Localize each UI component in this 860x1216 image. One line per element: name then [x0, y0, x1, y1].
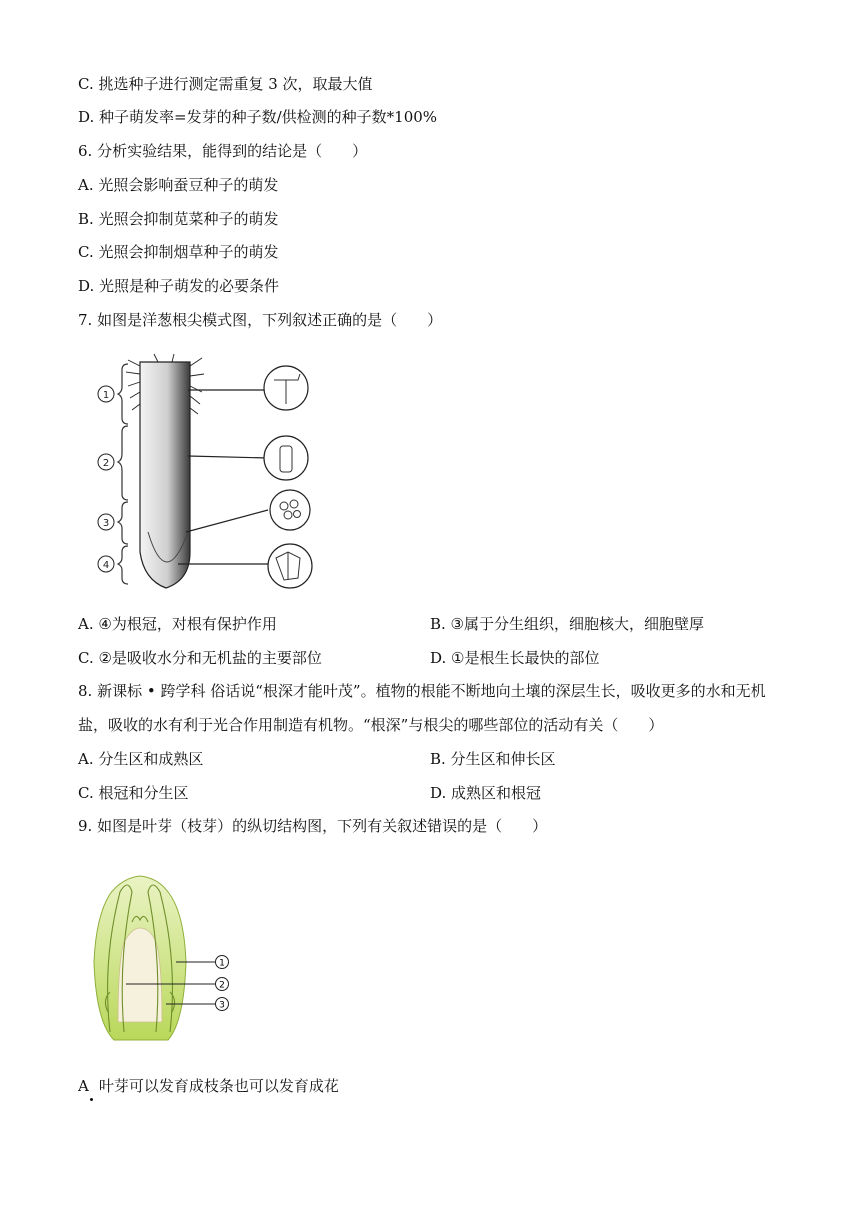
svg-text:4: 4: [102, 560, 110, 571]
bud-label-1: 1: [219, 958, 225, 969]
option-q8-b: B. 分生区和伸长区: [430, 750, 556, 768]
option-q6-b: B. 光照会抑制苋菜种子的萌发: [78, 210, 279, 228]
option-q9-a-letter: A: [78, 1077, 89, 1095]
option-q9-a-text: 叶芽可以发育成枝条也可以发育成花: [98, 1077, 339, 1095]
option-q6-c: C. 光照会抑制烟草种子的萌发: [78, 243, 279, 261]
question-9: 9. 如图是叶芽（枝芽）的纵切结构图，下列有关叙述错误的是（ ）: [78, 817, 548, 835]
option-q6-a: A. 光照会影响蚕豆种子的萌发: [78, 176, 279, 194]
option-q8-a: A. 分生区和成熟区: [78, 750, 204, 768]
option-q7-a: A. ④为根冠，对根有保护作用: [78, 615, 277, 633]
option-q9-a: [78, 1076, 339, 1096]
question-8-line1: 8. 新课标 • 跨学科 俗话说“根深才能叶茂”。植物的根能不断地向土壤的深层生长，吸收更多的水和无机: [78, 682, 766, 700]
svg-text:1: 1: [102, 390, 110, 401]
option-q8-c: C. 根冠和分生区: [78, 784, 189, 802]
dot-mark: [90, 1098, 93, 1101]
root-tip-figure: [88, 352, 328, 592]
option-q6-d: D. 光照是种子萌发的必要条件: [78, 277, 280, 295]
svg-text:3: 3: [102, 518, 110, 529]
bud-label-2: 2: [219, 980, 225, 991]
option-q7-b: B. ③属于分生组织，细胞核大，细胞壁厚: [430, 615, 705, 633]
option-q7-c: C. ②是吸收水分和无机盐的主要部位: [78, 649, 322, 667]
option-q8-d: D. 成熟区和根冠: [430, 784, 542, 802]
option-q5-d: D. 种子萌发率=发芽的种子数/供检测的种子数*100%: [78, 108, 438, 126]
question-7: 7. 如图是洋葱根尖模式图，下列叙述正确的是（ ）: [78, 311, 443, 329]
svg-text:2: 2: [102, 458, 110, 469]
option-q5-c: C. 挑选种子进行测定需重复 3 次，取最大值: [78, 75, 373, 93]
question-8-line2: 盐，吸收的水有利于光合作用制造有机物。“根深”与根尖的哪些部位的活动有关（ ）: [78, 716, 664, 734]
bud-label-3: 3: [219, 1000, 225, 1011]
option-q7-d: D. ①是根生长最快的部位: [430, 649, 600, 667]
leaf-bud-figure: [88, 872, 238, 1042]
question-6: 6. 分析实验结果，能得到的结论是（ ）: [78, 142, 368, 160]
